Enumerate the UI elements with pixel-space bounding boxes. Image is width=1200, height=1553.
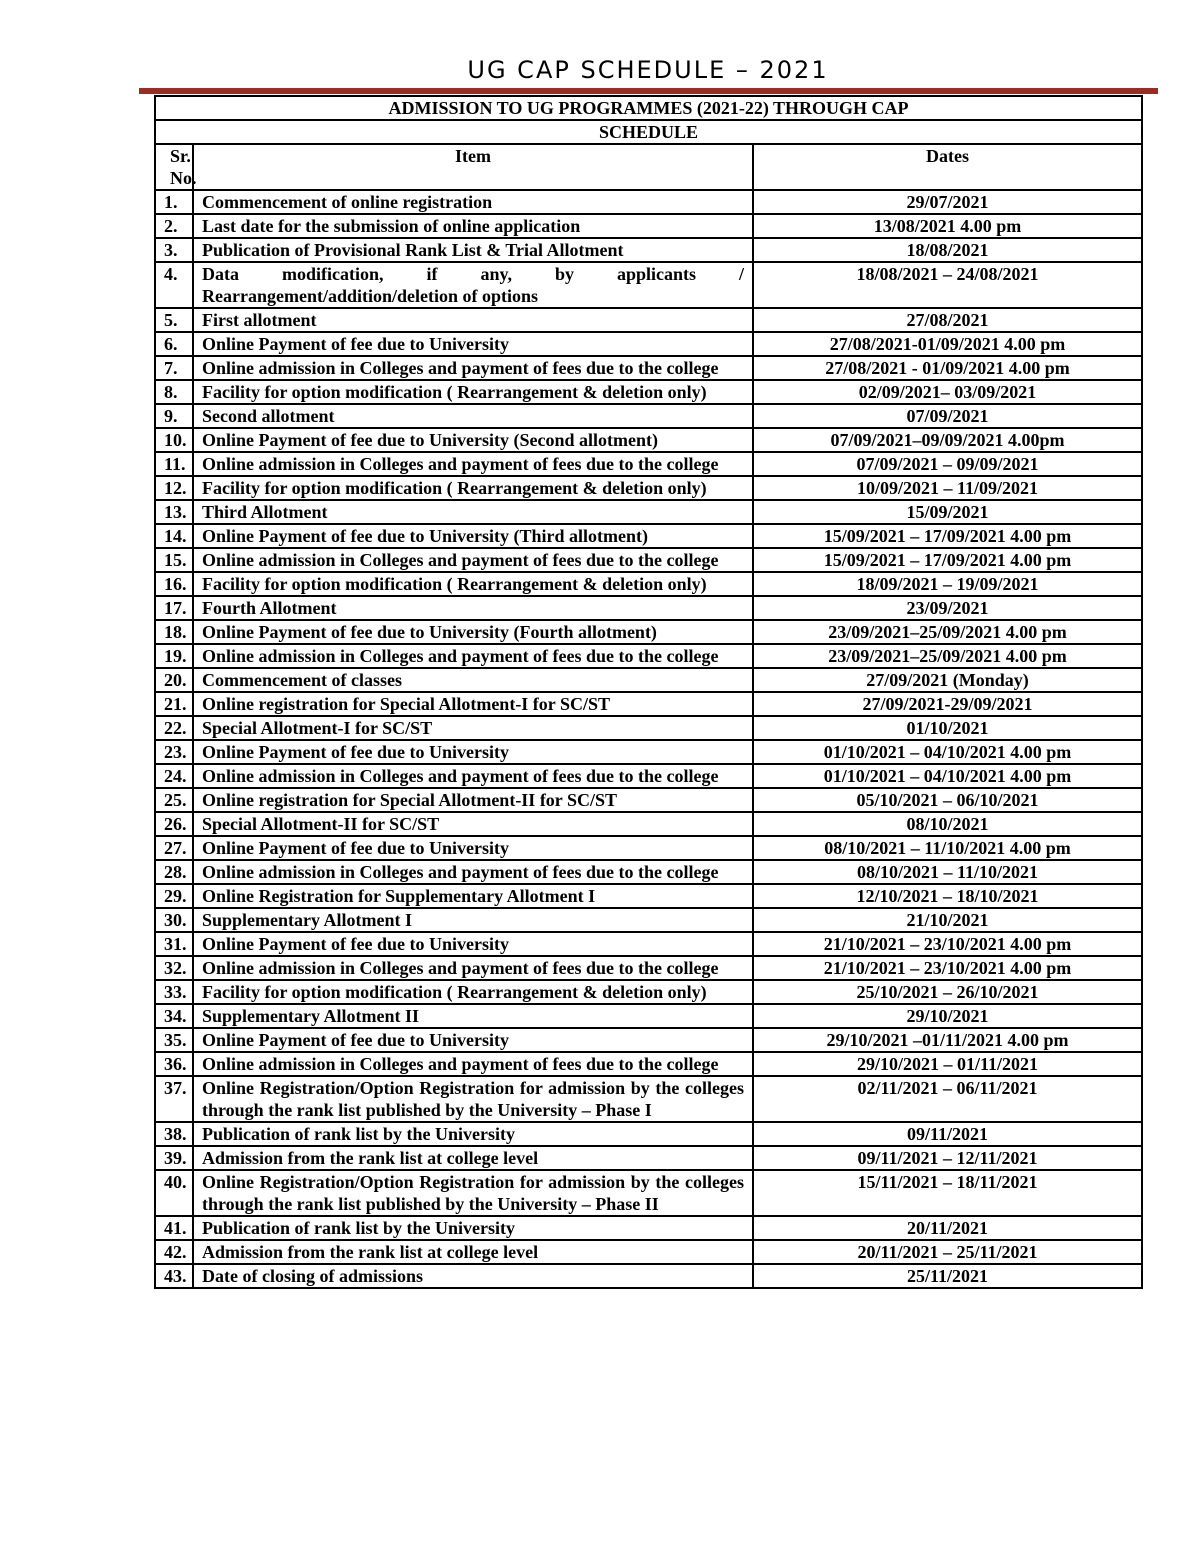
row-number: 7.	[155, 356, 193, 380]
row-item: Admission from the rank list at college level	[193, 1240, 753, 1264]
row-date: 23/09/2021–25/09/2021 4.00 pm	[753, 644, 1142, 668]
row-number: 26.	[155, 812, 193, 836]
table-row	[155, 1264, 1142, 1288]
table-row	[155, 932, 1142, 956]
row-item: Online admission in Colleges and payment of fees due to the college	[193, 956, 753, 980]
table-row	[155, 860, 1142, 884]
row-date: 01/10/2021	[753, 716, 1142, 740]
table-row	[155, 644, 1142, 668]
row-item: Admission from the rank list at college level	[193, 1146, 753, 1170]
row-item: Publication of rank list by the University	[193, 1216, 753, 1240]
row-item: Online admission in Colleges and payment of fees due to the college	[193, 764, 753, 788]
row-number: 41.	[155, 1216, 193, 1240]
row-number: 36.	[155, 1052, 193, 1076]
row-item: Facility for option modification ( Rearrangement & deletion only)	[193, 980, 753, 1004]
row-item: Date of closing of admissions	[193, 1264, 753, 1288]
row-date: 21/10/2021 – 23/10/2021 4.00 pm	[753, 932, 1142, 956]
row-date: 18/08/2021 – 24/08/2021	[753, 262, 1142, 308]
table-row	[155, 668, 1142, 692]
row-number: 40.	[155, 1170, 193, 1216]
column-header-item: Item	[193, 144, 753, 190]
row-date: 08/10/2021 – 11/10/2021 4.00 pm	[753, 836, 1142, 860]
row-date: 29/10/2021 –01/11/2021 4.00 pm	[753, 1028, 1142, 1052]
row-number: 8.	[155, 380, 193, 404]
row-number: 30.	[155, 908, 193, 932]
row-date: 21/10/2021 – 23/10/2021 4.00 pm	[753, 956, 1142, 980]
row-item: Online Payment of fee due to University (Second allotment)	[193, 428, 753, 452]
row-item: Online admission in Colleges and payment of fees due to the college	[193, 548, 753, 572]
row-date: 18/09/2021 – 19/09/2021	[753, 572, 1142, 596]
row-number: 20.	[155, 668, 193, 692]
row-date: 07/09/2021 – 09/09/2021	[753, 452, 1142, 476]
row-date: 20/11/2021	[753, 1216, 1142, 1240]
table-row	[155, 788, 1142, 812]
table-row	[155, 836, 1142, 860]
row-item: Last date for the submission of online application	[193, 214, 753, 238]
table-heading: ADMISSION TO UG PROGRAMMES (2021-22) THROUGH CAP	[155, 96, 1142, 120]
row-item: Online Registration/Option Registration for admission by the colleges through the rank list published by the University – Phase I	[193, 1076, 753, 1122]
row-number: 29.	[155, 884, 193, 908]
row-date: 12/10/2021 – 18/10/2021	[753, 884, 1142, 908]
table-row	[155, 908, 1142, 932]
row-item: Online Payment of fee due to University	[193, 836, 753, 860]
row-item: First allotment	[193, 308, 753, 332]
row-date: 23/09/2021	[753, 596, 1142, 620]
row-item: Special Allotment-II for SC/ST	[193, 812, 753, 836]
row-item: Facility for option modification ( Rearrangement & deletion only)	[193, 380, 753, 404]
table-row	[155, 428, 1142, 452]
row-item: Online admission in Colleges and payment of fees due to the college	[193, 860, 753, 884]
row-item: Commencement of online registration	[193, 190, 753, 214]
row-number: 33.	[155, 980, 193, 1004]
row-item: Second allotment	[193, 404, 753, 428]
row-date: 20/11/2021 – 25/11/2021	[753, 1240, 1142, 1264]
row-number: 6.	[155, 332, 193, 356]
row-item: Data modification, if any, by applicants / Rearrangement/addition/deletion of options	[193, 262, 753, 308]
row-item: Fourth Allotment	[193, 596, 753, 620]
title-divider	[139, 88, 1158, 94]
row-number: 25.	[155, 788, 193, 812]
row-number: 13.	[155, 500, 193, 524]
row-number: 38.	[155, 1122, 193, 1146]
row-date: 01/10/2021 – 04/10/2021 4.00 pm	[753, 740, 1142, 764]
row-number: 14.	[155, 524, 193, 548]
table-row	[155, 404, 1142, 428]
table-row	[155, 1004, 1142, 1028]
row-item: Supplementary Allotment I	[193, 908, 753, 932]
table-row	[155, 1146, 1142, 1170]
row-date: 27/08/2021 - 01/09/2021 4.00 pm	[753, 356, 1142, 380]
table-row	[155, 1052, 1142, 1076]
row-number: 19.	[155, 644, 193, 668]
table-row	[155, 620, 1142, 644]
row-date: 15/11/2021 – 18/11/2021	[753, 1170, 1142, 1216]
table-row	[155, 238, 1142, 262]
row-number: 37.	[155, 1076, 193, 1122]
row-number: 16.	[155, 572, 193, 596]
row-number: 32.	[155, 956, 193, 980]
row-item: Online admission in Colleges and payment of fees due to the college	[193, 644, 753, 668]
table-row	[155, 980, 1142, 1004]
column-header-dates: Dates	[753, 144, 1142, 190]
row-number: 4.	[155, 262, 193, 308]
column-header-sr-no: Sr. No.	[155, 144, 193, 190]
table-row	[155, 1216, 1142, 1240]
table-row	[155, 332, 1142, 356]
row-number: 23.	[155, 740, 193, 764]
schedule-rows	[155, 190, 1142, 1288]
table-row	[155, 356, 1142, 380]
row-item: Online Payment of fee due to University	[193, 332, 753, 356]
table-row	[155, 1240, 1142, 1264]
row-item: Online Registration/Option Registration for admission by the colleges through the rank list published by the University – Phase II	[193, 1170, 753, 1216]
row-number: 35.	[155, 1028, 193, 1052]
row-number: 5.	[155, 308, 193, 332]
row-item: Publication of rank list by the University	[193, 1122, 753, 1146]
table-row	[155, 380, 1142, 404]
schedule-table	[154, 95, 1143, 1289]
row-item: Commencement of classes	[193, 668, 753, 692]
row-date: 09/11/2021	[753, 1122, 1142, 1146]
row-date: 21/10/2021	[753, 908, 1142, 932]
row-date: 15/09/2021 – 17/09/2021 4.00 pm	[753, 524, 1142, 548]
row-date: 01/10/2021 – 04/10/2021 4.00 pm	[753, 764, 1142, 788]
row-item: Online admission in Colleges and payment of fees due to the college	[193, 1052, 753, 1076]
table-row	[155, 262, 1142, 308]
row-item: Facility for option modification ( Rearrangement & deletion only)	[193, 572, 753, 596]
row-date: 02/11/2021 – 06/11/2021	[753, 1076, 1142, 1122]
row-item: Online Registration for Supplementary Allotment I	[193, 884, 753, 908]
row-item: Third Allotment	[193, 500, 753, 524]
row-date: 13/08/2021 4.00 pm	[753, 214, 1142, 238]
row-item: Online admission in Colleges and payment of fees due to the college	[193, 356, 753, 380]
row-date: 02/09/2021– 03/09/2021	[753, 380, 1142, 404]
row-number: 22.	[155, 716, 193, 740]
table-row	[155, 740, 1142, 764]
row-number: 28.	[155, 860, 193, 884]
row-date: 29/10/2021	[753, 1004, 1142, 1028]
row-date: 07/09/2021	[753, 404, 1142, 428]
row-date: 18/08/2021	[753, 238, 1142, 262]
row-date: 09/11/2021 – 12/11/2021	[753, 1146, 1142, 1170]
row-number: 34.	[155, 1004, 193, 1028]
table-row	[155, 1122, 1142, 1146]
table-row	[155, 596, 1142, 620]
row-number: 43.	[155, 1264, 193, 1288]
row-number: 27.	[155, 836, 193, 860]
table-row	[155, 572, 1142, 596]
row-date: 29/10/2021 – 01/11/2021	[753, 1052, 1142, 1076]
row-number: 42.	[155, 1240, 193, 1264]
table-row	[155, 764, 1142, 788]
row-item: Online admission in Colleges and payment of fees due to the college	[193, 452, 753, 476]
table-row	[155, 1170, 1142, 1216]
table-row	[155, 716, 1142, 740]
table-row	[155, 214, 1142, 238]
row-date: 15/09/2021	[753, 500, 1142, 524]
table-row	[155, 548, 1142, 572]
row-number: 2.	[155, 214, 193, 238]
row-item: Facility for option modification ( Rearrangement & deletion only)	[193, 476, 753, 500]
row-number: 15.	[155, 548, 193, 572]
table-row	[155, 476, 1142, 500]
table-row	[155, 884, 1142, 908]
table-row	[155, 1076, 1142, 1122]
table-row	[155, 1028, 1142, 1052]
row-number: 31.	[155, 932, 193, 956]
table-row	[155, 956, 1142, 980]
table-row	[155, 190, 1142, 214]
row-date: 07/09/2021–09/09/2021 4.00pm	[753, 428, 1142, 452]
row-number: 18.	[155, 620, 193, 644]
row-item: Online Payment of fee due to University (Third allotment)	[193, 524, 753, 548]
row-item: Online registration for Special Allotment-II for SC/ST	[193, 788, 753, 812]
table-subheading: SCHEDULE	[155, 120, 1142, 144]
row-date: 10/09/2021 – 11/09/2021	[753, 476, 1142, 500]
row-number: 39.	[155, 1146, 193, 1170]
table-row	[155, 692, 1142, 716]
row-date: 25/11/2021	[753, 1264, 1142, 1288]
page-title: UG CAP SCHEDULE – 2021	[467, 56, 829, 84]
row-number: 3.	[155, 238, 193, 262]
row-item: Online Payment of fee due to University	[193, 932, 753, 956]
row-number: 11.	[155, 452, 193, 476]
row-date: 05/10/2021 – 06/10/2021	[753, 788, 1142, 812]
row-item: Publication of Provisional Rank List & Trial Allotment	[193, 238, 753, 262]
row-date: 27/08/2021-01/09/2021 4.00 pm	[753, 332, 1142, 356]
row-item: Online registration for Special Allotment-I for SC/ST	[193, 692, 753, 716]
table-row	[155, 500, 1142, 524]
row-item: Supplementary Allotment II	[193, 1004, 753, 1028]
row-date: 29/07/2021	[753, 190, 1142, 214]
row-number: 10.	[155, 428, 193, 452]
table-row	[155, 452, 1142, 476]
row-item: Special Allotment-I for SC/ST	[193, 716, 753, 740]
row-date: 27/09/2021 (Monday)	[753, 668, 1142, 692]
row-date: 23/09/2021–25/09/2021 4.00 pm	[753, 620, 1142, 644]
table-row	[155, 524, 1142, 548]
row-number: 12.	[155, 476, 193, 500]
row-number: 9.	[155, 404, 193, 428]
row-number: 24.	[155, 764, 193, 788]
row-item: Online Payment of fee due to University	[193, 740, 753, 764]
table-row	[155, 812, 1142, 836]
row-number: 21.	[155, 692, 193, 716]
row-number: 17.	[155, 596, 193, 620]
row-number: 1.	[155, 190, 193, 214]
table-row	[155, 308, 1142, 332]
row-date: 08/10/2021	[753, 812, 1142, 836]
row-date: 25/10/2021 – 26/10/2021	[753, 980, 1142, 1004]
row-date: 27/09/2021-29/09/2021	[753, 692, 1142, 716]
row-date: 27/08/2021	[753, 308, 1142, 332]
row-date: 08/10/2021 – 11/10/2021	[753, 860, 1142, 884]
row-date: 15/09/2021 – 17/09/2021 4.00 pm	[753, 548, 1142, 572]
row-item: Online Payment of fee due to University (Fourth allotment)	[193, 620, 753, 644]
row-item: Online Payment of fee due to University	[193, 1028, 753, 1052]
